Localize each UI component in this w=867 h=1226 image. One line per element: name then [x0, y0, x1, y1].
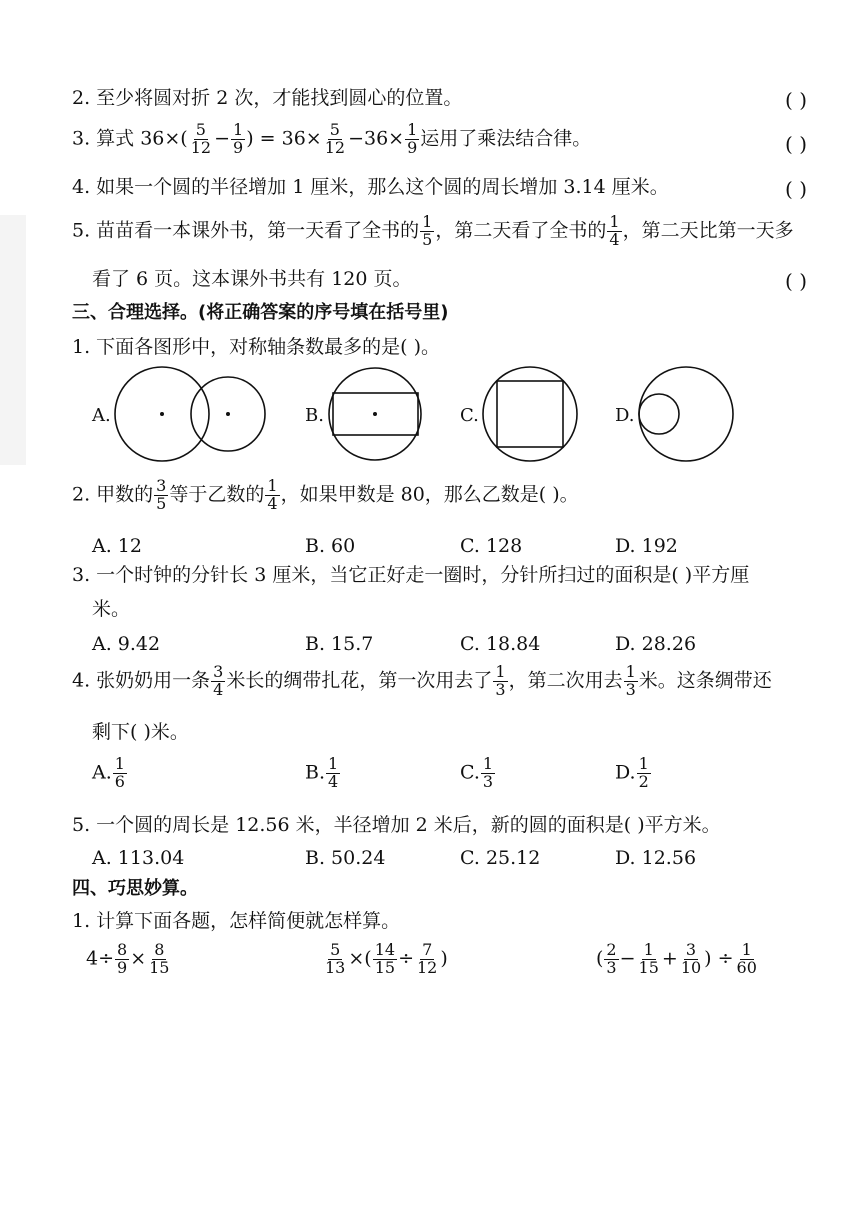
s3-q3-option-d[interactable]: D. 28.26: [615, 633, 697, 655]
s3-q4-line2: 剩下( )米。: [92, 721, 189, 743]
s3-q4-option-d[interactable]: D. $\frac{1}{2}$: [615, 754, 649, 791]
expression-1: 4÷ $\frac{8}{9}$ × $\frac{8}{15}$: [86, 940, 170, 977]
figure-rectangle-in-circle: [326, 365, 426, 465]
s3-q4: 4. 张奶奶用一条 $\frac{3}{4}$ 米长的绸带扎花，第一次用去了 $\frac{1}{3}$ ，第二次用去 $\frac{1}{3}$ 米。这条绸带还: [72, 662, 772, 699]
s3-q3-option-c[interactable]: C. 18.84: [460, 633, 541, 655]
s3-q5-option-c[interactable]: C. 25.12: [460, 847, 541, 869]
s3-q4-option-b[interactable]: B. $\frac{1}{4}$: [305, 754, 339, 791]
s3-q2-option-c[interactable]: C. 128: [460, 535, 523, 557]
expression-2: $\frac{5}{13}$ ×( $\frac{14}{15}$ ÷ $\frac{7}{12}$ ): [325, 940, 448, 977]
option-a-label: A.: [92, 405, 111, 426]
figure-square-in-circle: [480, 364, 582, 466]
scan-edge-shadow: [0, 215, 26, 465]
s3-q5: 5. 一个圆的周长是 12.56 米，半径增加 2 米后，新的圆的面积是( )平方米。: [72, 814, 721, 836]
judge-q4: 4. 如果一个圆的半径增加 1 厘米，那么这个圆的周长增加 3.14 厘米。: [72, 176, 669, 198]
expression-3: ( $\frac{2}{3}$ − $\frac{1}{15}$ + $\frac{3}{10}$ ) ÷ $\frac{1}{60}$: [596, 940, 757, 977]
figure-circle-inside-circle: [637, 364, 737, 466]
s3-q1: 1. 下面各图形中，对称轴条数最多的是( )。: [72, 336, 441, 358]
option-c-label: C.: [460, 405, 479, 426]
s3-q3-option-a[interactable]: A. 9.42: [92, 633, 161, 655]
s3-q5-option-a[interactable]: A. 113.04: [92, 847, 185, 869]
option-b-label: B.: [305, 405, 324, 426]
section4-title: 四、巧思妙算。: [72, 878, 198, 899]
s3-q5-option-d[interactable]: D. 12.56: [615, 847, 697, 869]
judge-q3: 3. 算式 36×( $\frac{5}{12}$ − $\frac{1}{9}$ ) = 36× $\frac{5}{12}$ −36× $\frac{1}{9}$ 运用了乘法结合律。: [72, 120, 592, 157]
option-d-label: D.: [615, 405, 635, 426]
judge-q5-line2: 看了 6 页。这本课外书共有 120 页。: [92, 268, 412, 290]
s3-q3-option-b[interactable]: B. 15.7: [305, 633, 374, 655]
figure-two-intersecting-circles: [112, 365, 272, 465]
answer-bracket[interactable]: ( ): [785, 269, 807, 293]
answer-bracket[interactable]: ( ): [785, 88, 807, 112]
s3-q5-option-b[interactable]: B. 50.24: [305, 847, 386, 869]
s3-q2-option-a[interactable]: A. 12: [92, 535, 142, 557]
s3-q2-option-d[interactable]: D. 192: [615, 535, 678, 557]
s3-q3-line2: 米。: [92, 598, 131, 620]
s3-q4-option-c[interactable]: C. $\frac{1}{3}$: [460, 754, 494, 791]
section3-title: 三、合理选择。(将正确答案的序号填在括号里): [72, 302, 449, 323]
s3-q4-option-a[interactable]: A. $\frac{1}{6}$: [92, 754, 125, 791]
s3-q2: 2. 甲数的 $\frac{3}{5}$ 等于乙数的 $\frac{1}{4}$ ，如果甲数是 80，那么乙数是( )。: [72, 476, 579, 513]
s3-q2-option-b[interactable]: B. 60: [305, 535, 356, 557]
judge-q2: 2. 至少将圆对折 2 次，才能找到圆心的位置。: [72, 87, 463, 109]
answer-bracket[interactable]: ( ): [785, 132, 807, 156]
s4-q1: 1. 计算下面各题，怎样简便就怎样算。: [72, 910, 401, 932]
answer-bracket[interactable]: ( ): [785, 177, 807, 201]
judge-q5: 5. 苗苗看一本课外书，第一天看了全书的 $\frac{1}{5}$ ，第二天看了全书的 $\frac{1}{4}$ ，第二天比第一天多: [72, 212, 794, 249]
s3-q3: 3. 一个时钟的分针长 3 厘米，当它正好走一圈时，分针所扫过的面积是( )平方厘: [72, 564, 750, 586]
